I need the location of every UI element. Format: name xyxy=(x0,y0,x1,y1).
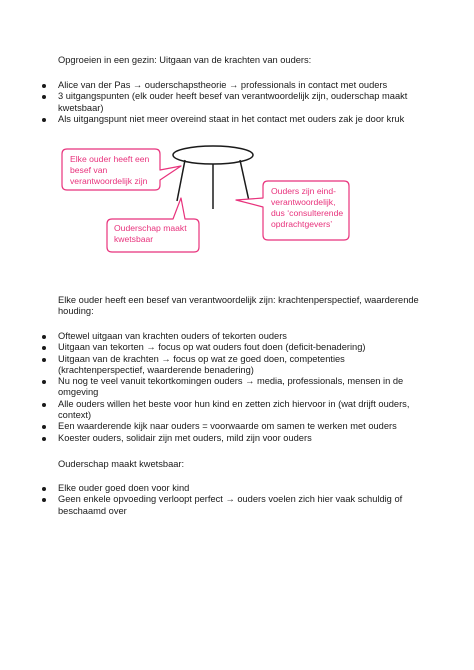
list-item: Uitgaan van tekorten → focus op wat ouders fout doen (deficit-benadering) xyxy=(38,342,428,353)
list-item: Elke ouder goed doen voor kind xyxy=(38,483,428,494)
list-item: Als uitgangspunt niet meer overeind staat in het contact met ouders zak je door kruk xyxy=(38,114,428,125)
list-item: Geen enkele opvoeding verloopt perfect → ouders voelen zich hier vaak schuldig of beschaamd over xyxy=(38,494,428,517)
list-item: Een waarderende kijk naar ouders = voorwaarde om samen te werken met ouders xyxy=(38,421,428,432)
section2-heading: Ouderschap maakt kwetsbaar: xyxy=(58,459,185,469)
callout-text-responsibility: Elke ouder heeft een besef van verantwoordelijk zijn xyxy=(70,154,150,186)
list-item: Alice van der Pas → ouderschapstheorie → professionals in contact met ouders xyxy=(38,80,428,91)
callout-text-vulnerable: Ouderschap maakt kwetsbaar xyxy=(114,223,187,244)
section1-list xyxy=(38,331,428,444)
list-item: Koester ouders, solidair zijn met ouders, mild zijn voor ouders xyxy=(38,433,428,444)
list-item: Uitgaan van de krachten → focus op wat ze goed doen, competenties (krachtenperspectief, waarderende benadering) xyxy=(38,354,428,377)
list-item: Alle ouders willen het beste voor hun kind en zetten zich hiervoor in (wat drijft ouders, context) xyxy=(38,399,428,422)
list-item: Oftewel uitgaan van krachten ouders of tekorten ouders xyxy=(38,331,428,342)
list-item: Nu nog te veel vanuit tekortkomingen ouders → media, professionals, mensen in de omgeving xyxy=(38,376,428,399)
list-item: 3 uitgangspunten (elk ouder heeft besef van verantwoordelijk zijn, ouderschap maakt kwetsbaar) xyxy=(38,91,428,114)
page-heading: Opgroeien in een gezin: Uitgaan van de krachten van ouders: xyxy=(58,55,312,65)
section2-list xyxy=(38,483,428,517)
section1-heading: Elke ouder heeft een besef van verantwoordelijk zijn: krachtenperspectief, waarderende houding: xyxy=(58,295,419,317)
callout-text-end-responsible: Ouders zijn eind-verantwoordelijk, dus ‘consulterende opdrachtgevers’ xyxy=(271,186,344,229)
